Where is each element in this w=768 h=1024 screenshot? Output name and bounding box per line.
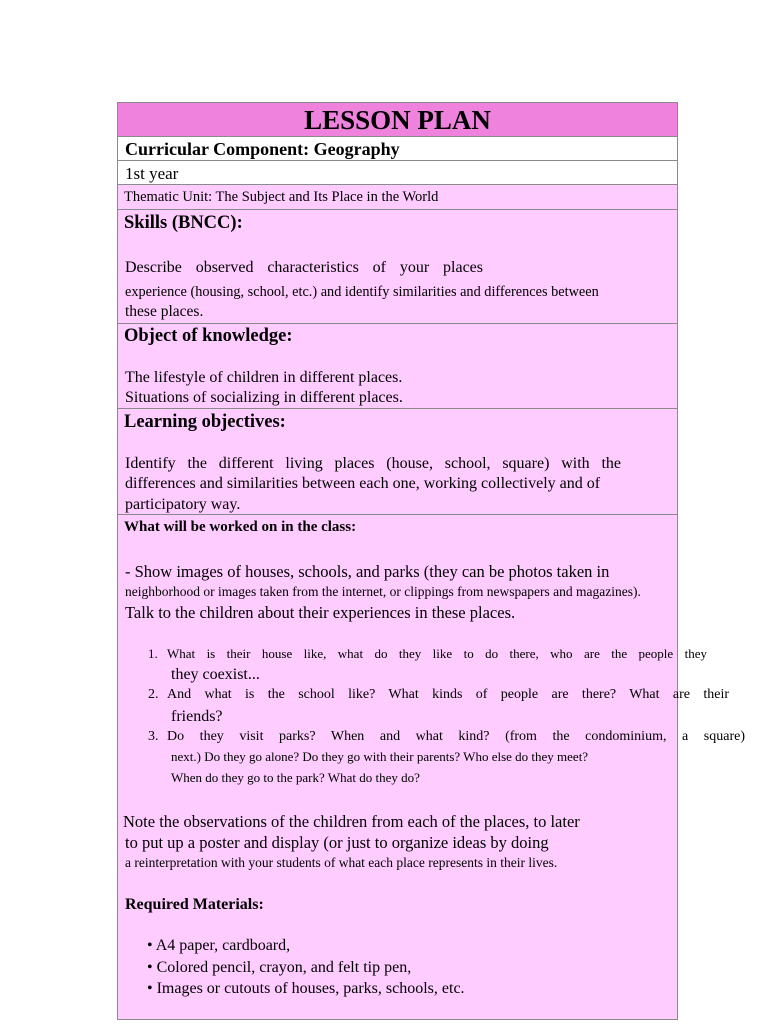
learning-objectives-section — [118, 409, 677, 515]
work-show-line-2: neighborhood or images taken from the internet, or clippings from newspapers and magazines). — [125, 584, 641, 599]
class-work-section — [118, 515, 745, 1020]
learning-line-3: participatory way. — [125, 496, 241, 513]
question-2-line-1: And what is the school like? What kinds of people are there? What are their — [167, 687, 729, 702]
object-heading: Object of knowledge: — [124, 326, 293, 346]
school-year: 1st year — [125, 164, 179, 183]
work-heading: What will be worked on in the class: — [124, 519, 357, 535]
thematic-unit: Thematic Unit: The Subject and Its Place in the World — [124, 189, 439, 205]
skills-line-3: these places. — [125, 303, 204, 320]
lesson-plan-title: LESSON PLAN — [304, 105, 491, 135]
question-3-line-1: Do they visit parks? When and what kind? (from the condominium, a square) — [167, 729, 745, 744]
curricular-component: Curricular Component: Geography — [125, 139, 400, 159]
lesson-plan-table — [117, 102, 745, 1020]
material-item-2: • Colored pencil, crayon, and felt tip pen, — [147, 959, 412, 976]
component-row — [118, 137, 677, 161]
skills-line-1: Describe observed characteristics of your places — [125, 259, 483, 276]
skills-heading: Skills (BNCC): — [124, 213, 243, 233]
note-line-1: Note the observations of the children from each of the places, to later — [123, 812, 580, 831]
question-3-number: 3. — [148, 729, 159, 744]
object-line-2: Situations of socializing in different places. — [125, 389, 403, 406]
question-2-number: 2. — [148, 687, 159, 702]
question-2-line-2: friends? — [171, 708, 223, 725]
object-of-knowledge-section — [118, 324, 677, 409]
title-row — [118, 103, 677, 137]
work-talk-line: Talk to the children about their experiences in these places. — [125, 603, 516, 622]
question-1-line-2: they coexist... — [171, 666, 260, 683]
materials-heading: Required Materials: — [125, 896, 264, 913]
skills-section — [118, 210, 677, 324]
note-line-2: to put up a poster and display (or just to organize ideas by doing — [125, 833, 549, 852]
object-line-1: The lifestyle of children in different places. — [125, 369, 403, 386]
learning-heading: Learning objectives: — [124, 412, 286, 432]
material-item-3: • Images or cutouts of houses, parks, schools, etc. — [147, 980, 465, 997]
question-3-line-3: When do they go to the park? What do they do? — [171, 770, 420, 785]
skills-line-2: experience (housing, school, etc.) and identify similarities and differences between — [125, 284, 599, 300]
material-item-1: • A4 paper, cardboard, — [147, 937, 291, 954]
note-line-3: a reinterpretation with your students of what each place represents in their lives. — [125, 855, 558, 870]
year-row — [118, 161, 677, 185]
learning-line-2: differences and similarities between each one, working collectively and of — [125, 475, 601, 492]
question-1-number: 1. — [148, 646, 158, 661]
question-3-line-2: next.) Do they go alone? Do they go with their parents? Who else do they meet? — [171, 749, 589, 764]
work-show-line-1: - Show images of houses, schools, and parks (they can be photos taken in — [125, 562, 610, 581]
thematic-unit-row — [118, 185, 677, 210]
learning-line-1: Identify the different living places (house, school, square) with the — [125, 455, 621, 472]
question-1-line-1: What is their house like, what do they like to do there, who are the people they — [167, 646, 707, 661]
